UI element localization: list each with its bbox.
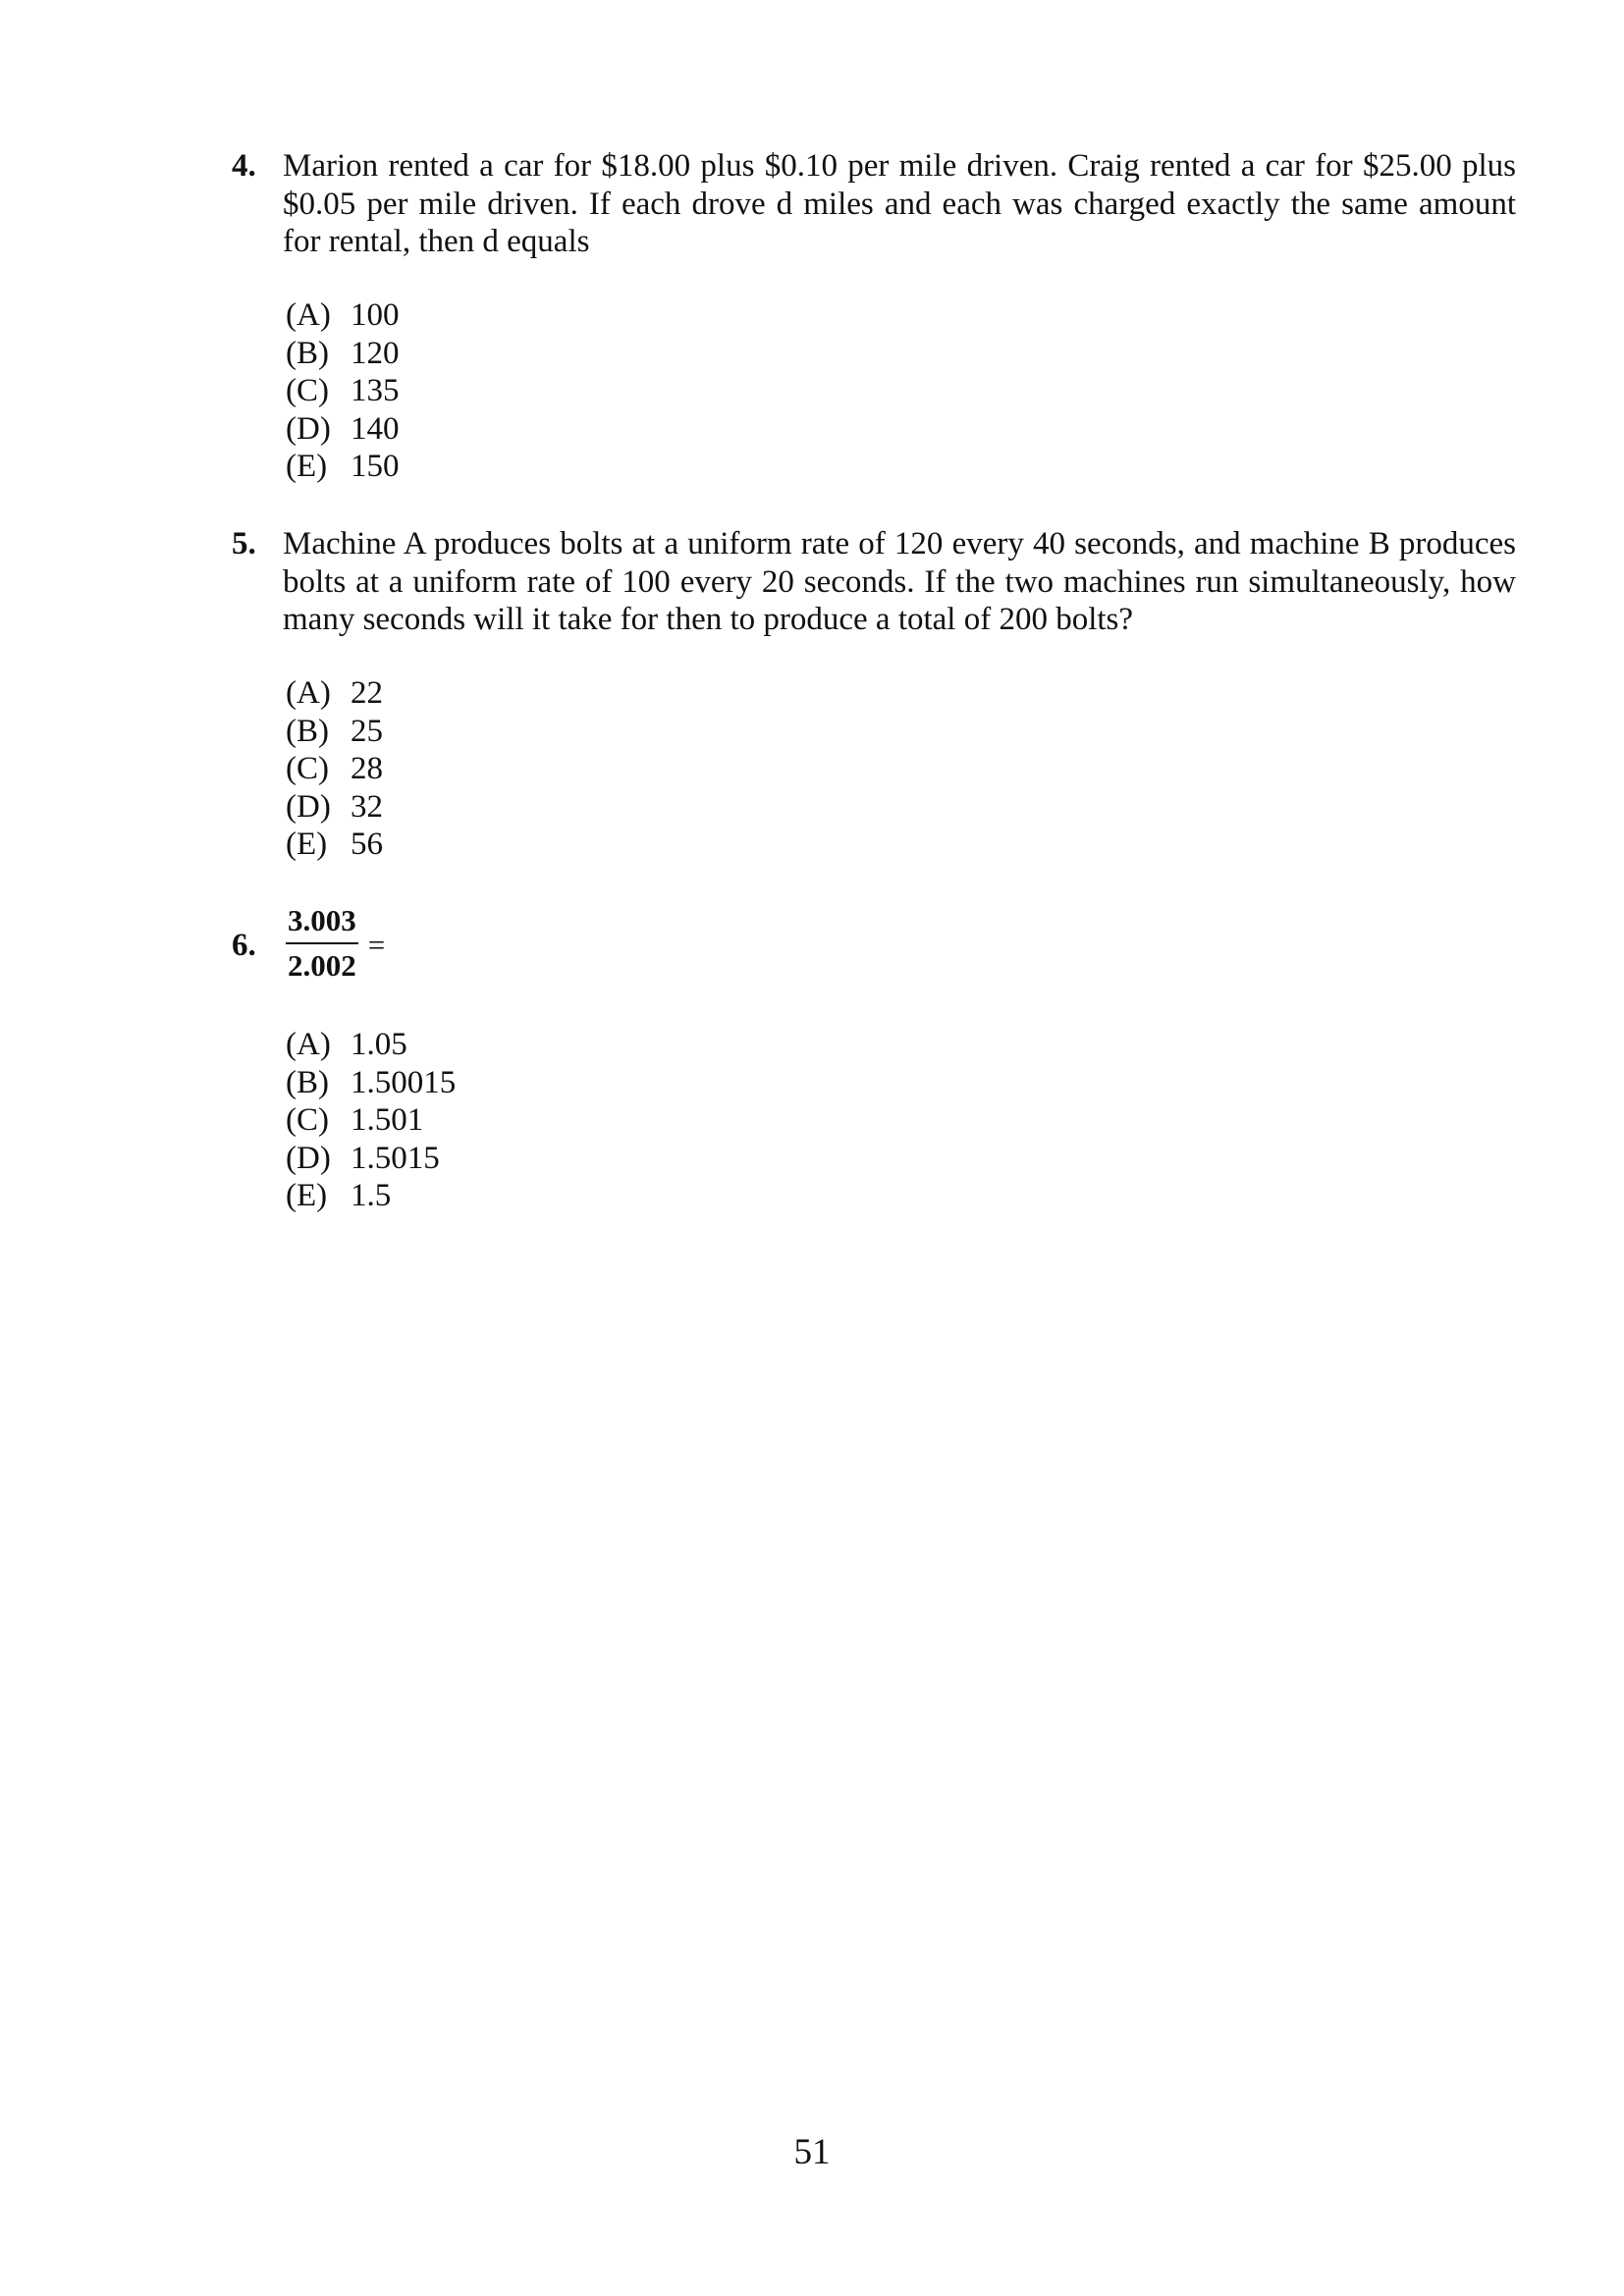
choice-value: 1.05 — [351, 1027, 407, 1062]
choice-value: 25 — [351, 713, 383, 749]
answer-choice-b — [286, 1064, 456, 1102]
choice-letter: (B) — [286, 335, 329, 371]
choice-value: 1.5015 — [351, 1140, 440, 1176]
choice-letter: (E) — [286, 449, 328, 484]
choice-letter: (A) — [286, 675, 331, 711]
choice-letter: (A) — [286, 1027, 331, 1062]
question-number: 6. — [232, 928, 256, 963]
choice-value: 1.5 — [351, 1178, 392, 1213]
answer-choice-a — [286, 296, 400, 335]
question-text: Marion rented a car for $18.00 plus $0.10 per mile driven. Craig rented a car for $25.00 plus $0.05 per mile driven. If each drove d miles and each was charged exactly the same amount for rental, then d equals — [283, 148, 1516, 259]
answer-choice-e — [286, 826, 383, 864]
answer-choice-e — [286, 1177, 456, 1215]
answer-choice-c — [286, 372, 400, 410]
fraction-expression — [286, 903, 385, 984]
equals-sign: = — [367, 928, 386, 962]
question-text: Machine A produces bolts at a uniform rate of 120 every 40 seconds, and machine B produces bolts at a uniform rate of 100 every 20 seconds. If the two machines run simultaneously, how many seconds will it take for then to produce a total of 200 bolts? — [283, 526, 1516, 637]
choice-letter: (A) — [286, 297, 331, 333]
choice-value: 120 — [351, 335, 400, 371]
answer-choices — [286, 1026, 456, 1215]
answer-choice-b — [286, 713, 383, 751]
choice-value: 100 — [351, 297, 400, 333]
choice-letter: (E) — [286, 1178, 328, 1213]
choice-value: 32 — [351, 788, 383, 825]
question-number: 5. — [232, 526, 256, 561]
choice-letter: (B) — [286, 713, 329, 749]
choice-value: 135 — [351, 373, 400, 408]
answer-choices — [286, 296, 400, 486]
choice-value: 150 — [351, 449, 400, 484]
answer-choice-d — [286, 1140, 456, 1178]
answer-choice-a — [286, 674, 383, 713]
answer-choice-d — [286, 788, 383, 827]
choice-letter: (C) — [286, 751, 329, 786]
answer-choice-a — [286, 1026, 456, 1064]
choice-value: 1.50015 — [351, 1064, 457, 1100]
page-number: 51 — [793, 2132, 831, 2172]
choice-value: 1.501 — [351, 1102, 424, 1138]
answer-choice-e — [286, 448, 400, 486]
answer-choice-d — [286, 410, 400, 449]
choice-letter: (D) — [286, 788, 331, 825]
answer-choice-c — [286, 1101, 456, 1140]
choice-letter: (D) — [286, 1140, 331, 1176]
choice-value: 22 — [351, 675, 383, 711]
choice-value: 56 — [351, 827, 383, 862]
answer-choices — [286, 674, 383, 864]
fraction-numerator: 3.003 — [286, 903, 358, 944]
fraction — [286, 903, 358, 984]
answer-choice-b — [286, 335, 400, 373]
choice-value: 140 — [351, 410, 400, 447]
answer-choice-c — [286, 750, 383, 788]
choice-letter: (C) — [286, 373, 329, 408]
choice-letter: (E) — [286, 827, 328, 862]
question-number: 4. — [232, 148, 256, 184]
choice-letter: (D) — [286, 410, 331, 447]
choice-letter: (C) — [286, 1102, 329, 1138]
choice-letter: (B) — [286, 1064, 329, 1100]
choice-value: 28 — [351, 751, 383, 786]
fraction-denominator: 2.002 — [288, 948, 356, 983]
